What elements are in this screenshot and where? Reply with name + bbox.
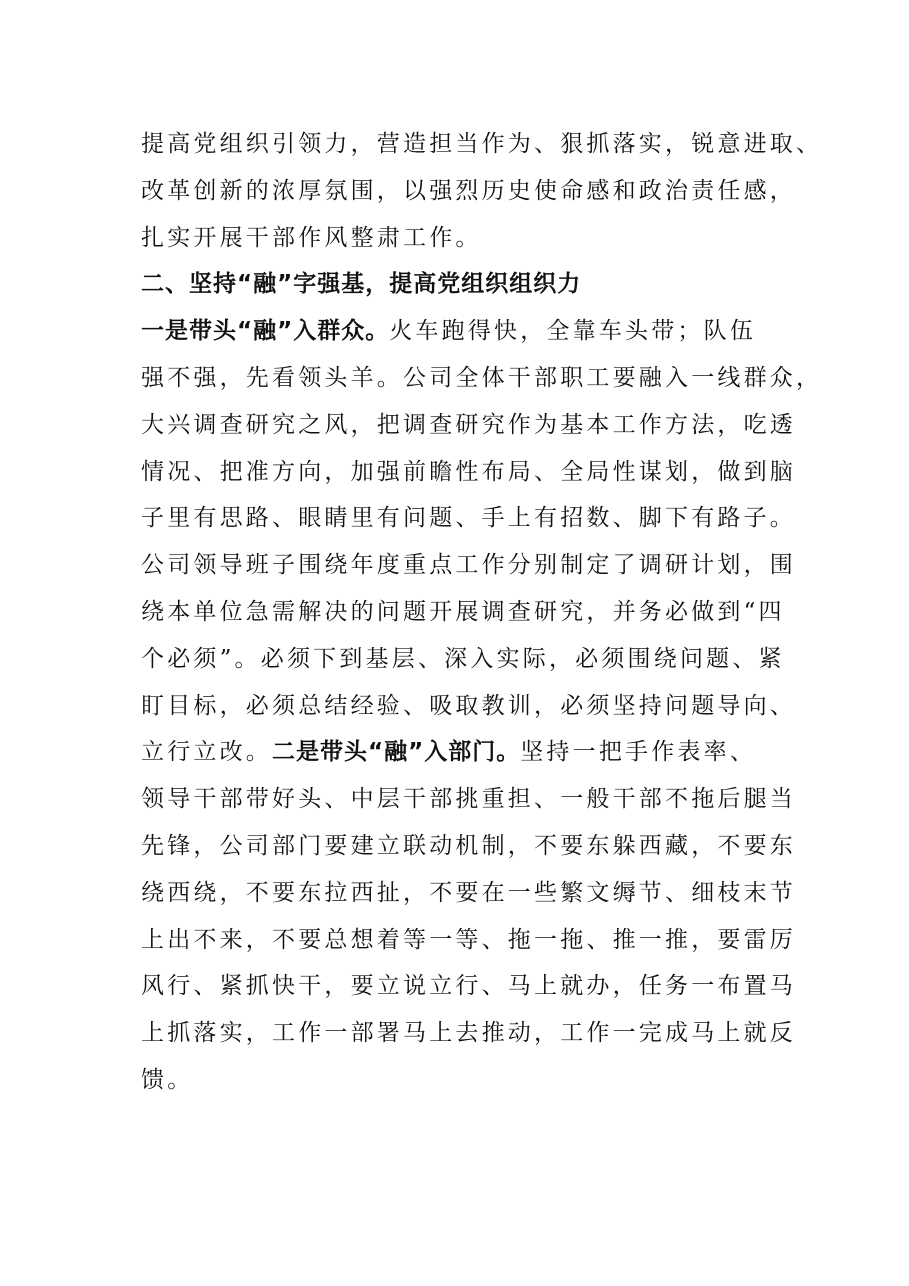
- paragraph-line: 子里有思路、眼睛里有问题、手上有招数、脚下有路子。: [141, 505, 796, 532]
- paragraph-line: 公司领导班子围绕年度重点工作分别制定了调研计划，围: [141, 552, 796, 579]
- paragraph-text: 火车跑得快，全靠车头带；队伍: [389, 318, 757, 345]
- paragraph-line: 绕西绕，不要东拉西扯，不要在一些繁文缛节、细枝末节: [141, 879, 796, 906]
- paragraph-line: 风行、紧抓快干，要立说立行、马上就办，任务一布置马: [141, 973, 796, 1000]
- paragraph-line: 盯目标，必须总结经验、吸取教训，必须坚持问题导向、: [141, 692, 796, 719]
- intro-line: 提高党组织引领力，营造担当作为、狠抓落实，锐意进取、: [141, 131, 823, 157]
- paragraph-line: 先锋，公司部门要建立联动机制，不要东躲西藏，不要东: [141, 832, 796, 859]
- paragraph-line: 上出不来，不要总想着等一等、拖一拖、推一推，要雷厉: [141, 926, 796, 953]
- intro-line: 改革创新的浓厚氛围，以强烈历史使命感和政治责任感，: [141, 177, 796, 204]
- paragraph-line: 馈。: [141, 1066, 194, 1093]
- paragraph-line: [141, 308, 773, 355]
- section-heading: 二、坚持“融”字强基，提高党组织组织力: [141, 271, 582, 298]
- paragraph-line: [141, 729, 773, 776]
- paragraph-line: 上抓落实，工作一部署马上去推动，工作一完成马上就反: [141, 1020, 796, 1047]
- paragraph-line: 领导干部带好头、中层干部挑重担、一般干部不拖后腿当: [141, 786, 796, 813]
- paragraph-line: 强不强，先看领头羊。公司全体干部职工要融入一线群众，: [141, 364, 823, 391]
- intro-line: 扎实开展干部作风整肃工作。: [141, 224, 482, 251]
- paragraph-text: 坚持一把手作表率、: [520, 739, 757, 766]
- paragraph-line: 大兴调查研究之风，把调查研究作为基本工作方法，吃透: [141, 411, 796, 438]
- paragraph-text: 立行立改。: [141, 739, 272, 766]
- document-body: [141, 121, 823, 1104]
- lead-heading-2: 二是带头“融”入部门。: [272, 739, 521, 766]
- paragraph-line: 绕本单位急需解决的问题开展调查研究，并务必做到“四: [141, 598, 785, 625]
- paragraph-line: 情况、把准方向，加强前瞻性布局、全局性谋划，做到脑: [141, 458, 796, 485]
- lead-heading-1: 一是带头“融”入群众。: [141, 318, 390, 345]
- paragraph-line: 个必须”。必须下到基层、深入实际，必须围绕问题、紧: [141, 645, 785, 672]
